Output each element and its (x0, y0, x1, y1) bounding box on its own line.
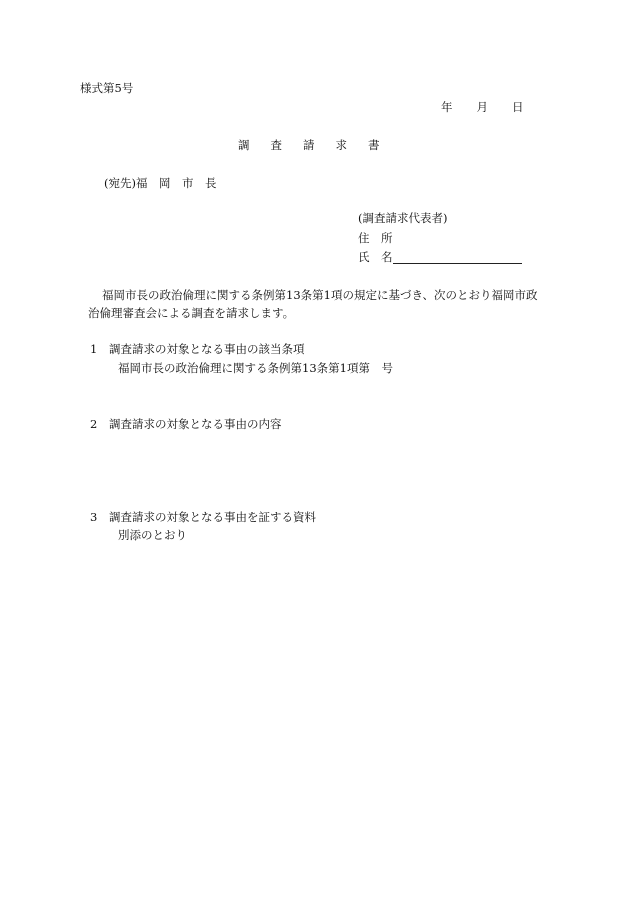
document-title (238, 138, 380, 152)
request-paragraph (88, 286, 558, 322)
date-month: 月 (476, 100, 488, 114)
representative-name-label: 氏 名 (358, 250, 393, 264)
representative-heading: (調査請求代表者) (358, 211, 448, 225)
item-2-heading (90, 417, 282, 431)
title-char: 請 (303, 138, 315, 152)
representative-address-label: 住 所 (358, 231, 393, 245)
item-heading-text: 調査請求の対象となる事由を証する資料 (109, 510, 316, 524)
title-char: 査 (270, 138, 282, 152)
addressee: (宛先)福 岡 市 長 (104, 176, 217, 190)
title-char: 調 (238, 138, 250, 152)
paragraph-line-2: 治倫理審査会による調査を請求します。 (88, 306, 295, 320)
form-number: 様式第5号 (80, 81, 134, 95)
item-1-detail: 福岡市長の政治倫理に関する条例第13条第1項第 号 (118, 361, 393, 375)
item-number: 1 (90, 342, 98, 356)
date-year: 年 (441, 100, 453, 114)
item-3-detail: 別添のとおり (118, 528, 187, 542)
paragraph-line-1: 福岡市長の政治倫理に関する条例第13条第1項の規定に基づき、次のとおり福岡市政 (102, 288, 538, 302)
date-day: 日 (512, 100, 524, 114)
title-char: 書 (368, 138, 380, 152)
item-number: 2 (90, 417, 98, 431)
date-line (441, 100, 524, 114)
name-underline (393, 263, 522, 264)
title-char: 求 (335, 138, 347, 152)
item-3-heading (90, 510, 316, 524)
item-number: 3 (90, 510, 98, 524)
item-heading-text: 調査請求の対象となる事由の該当条項 (109, 342, 305, 356)
item-1-heading (90, 342, 305, 356)
item-heading-text: 調査請求の対象となる事由の内容 (109, 417, 282, 431)
